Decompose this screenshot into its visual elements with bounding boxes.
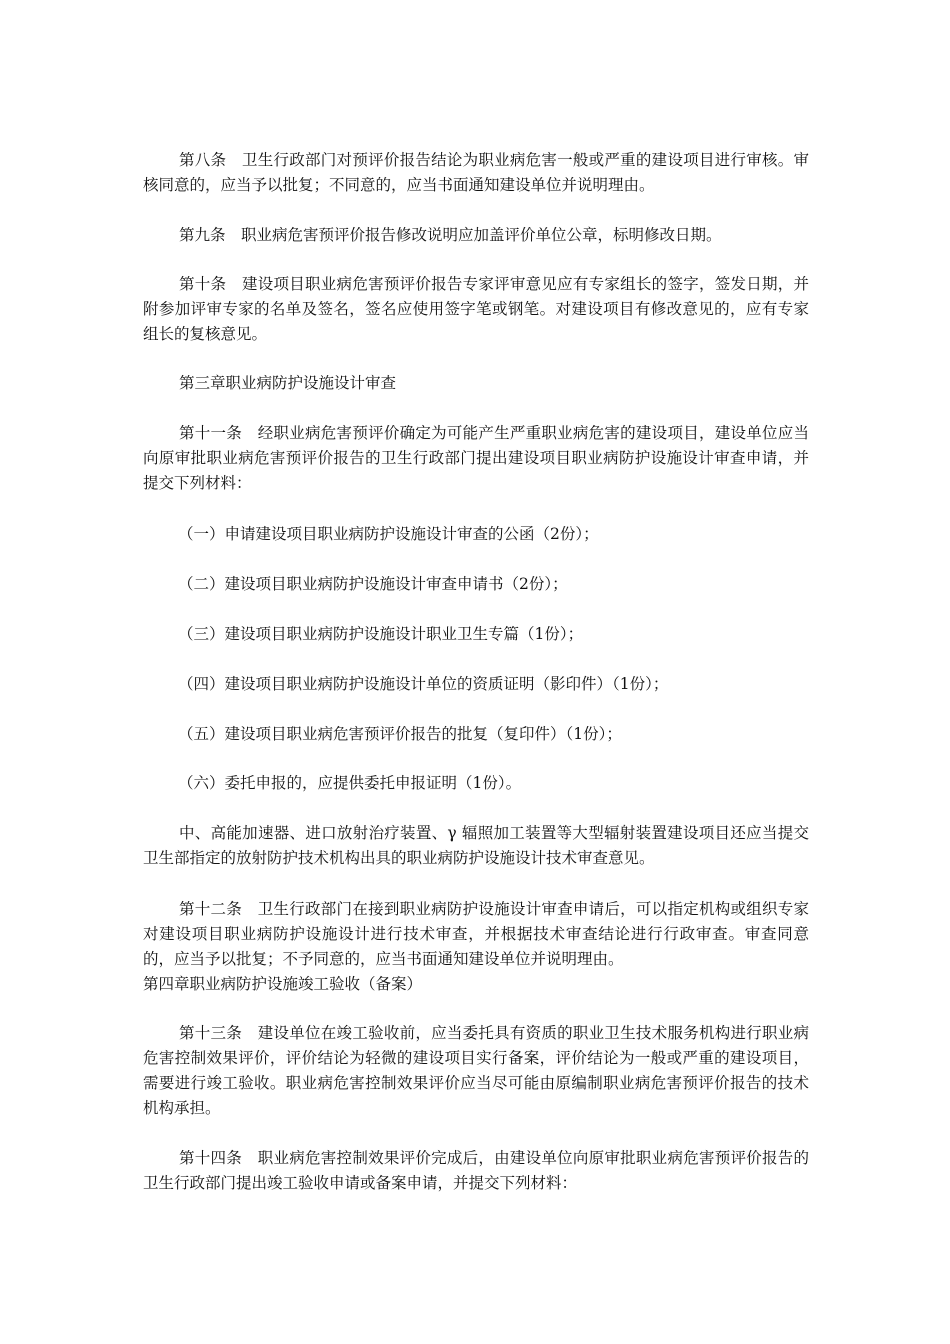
- list-item-4: （四）建设项目职业病防护设施设计单位的资质证明（影印件）（1份）；: [178, 675, 669, 693]
- article-14: 第十四条 职业病危害控制效果评价完成后，由建设单位向原审批职业病危害预评价报告的卫生行政部门提出竣工验收申请或备案申请，并提交下列材料：: [143, 1149, 809, 1192]
- article-11: 第十一条 经职业病危害预评价确定为可能产生严重职业病危害的建设项目，建设单位应当向原审批职业病危害预评价报告的卫生行政部门提出建设项目职业病防护设施设计审查申请，并提交下列材料：: [143, 424, 809, 492]
- list-item-5: （五）建设项目职业病危害预评价报告的批复（复印件）（1份）；: [178, 725, 622, 743]
- chapter-3-heading: 第三章职业病防护设施设计审查: [179, 374, 397, 392]
- radiation-note: 中、高能加速器、进口放射治疗装置、γ 辐照加工装置等大型辐射装置建设项目还应当提交卫生部指定的放射防护技术机构出具的职业病防护设施设计技术审查意见。: [143, 824, 809, 867]
- article-13: 第十三条 建设单位在竣工验收前，应当委托具有资质的职业卫生技术服务机构进行职业病危害控制效果评价，评价结论为轻微的建设项目实行备案，评价结论为一般或严重的建设项目，需要进行竣工验收。职业病危害控制效果评价应当尽可能由原编制职业病危害预评价报告的技术机构承担。: [143, 1024, 809, 1117]
- list-item-1: （一）申请建设项目职业病防护设施设计审查的公函（2份）；: [178, 525, 599, 543]
- list-item-2: （二）建设项目职业病防护设施设计审查申请书（2份）；: [178, 575, 568, 593]
- article-8: 第八条 卫生行政部门对预评价报告结论为职业病危害一般或严重的建设项目进行审核。审核同意的，应当予以批复；不同意的，应当书面通知建设单位并说明理由。: [143, 151, 809, 194]
- list-item-3: （三）建设项目职业病防护设施设计职业卫生专篇（1份）；: [178, 625, 584, 643]
- article-10: 第十条 建设项目职业病危害预评价报告专家评审意见应有专家组长的签字，签发日期，并附参加评审专家的名单及签名，签名应使用签字笔或钢笔。对建设项目有修改意见的，应有专家组长的复核意见。: [143, 275, 809, 343]
- article-9: 第九条 职业病危害预评价报告修改说明应加盖评价单位公章，标明修改日期。: [179, 226, 722, 244]
- article-12: 第十二条 卫生行政部门在接到职业病防护设施设计审查申请后，可以指定机构或组织专家对建设项目职业病防护设施设计进行技术审查，并根据技术审查结论进行行政审查。审查同意的，应当予以批复；不予同意的，应当书面通知建设单位并说明理由。: [143, 900, 809, 968]
- chapter-4-heading: 第四章职业病防护设施竣工验收（备案）: [143, 975, 423, 993]
- list-item-6: （六）委托申报的，应提供委托申报证明（1份）。: [178, 774, 522, 792]
